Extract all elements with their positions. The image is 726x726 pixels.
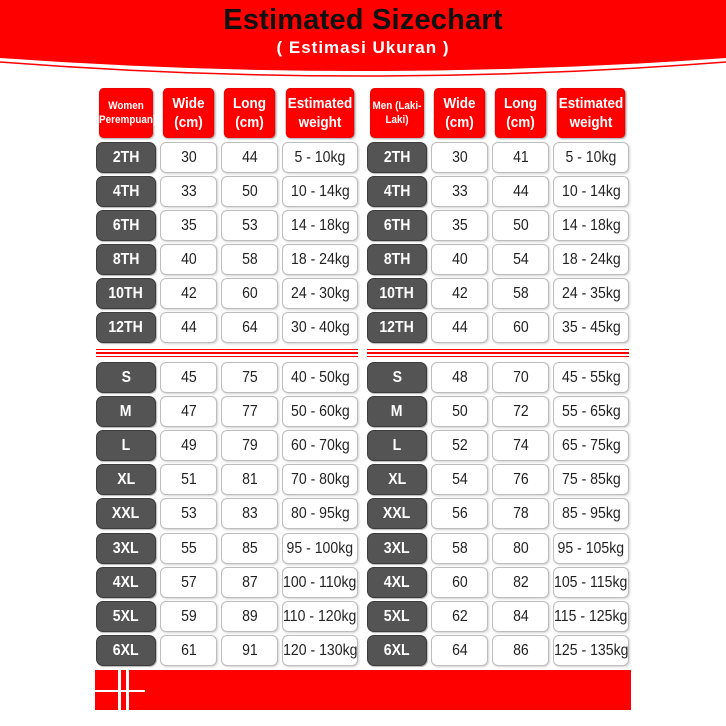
cell-text: 30 xyxy=(180,148,197,166)
men-kids-size-label xyxy=(367,278,427,309)
men-adults-long-cell xyxy=(492,464,549,495)
cell-text: 50 - 60kg xyxy=(290,402,350,420)
women-adults-wide-cell xyxy=(160,362,217,393)
women-adults-size-label xyxy=(96,362,156,393)
men-adults-long-cell xyxy=(492,362,549,393)
men-adults-wide-cell xyxy=(431,498,488,529)
women-adults-long-cell xyxy=(221,430,278,461)
cell-text: 3XL xyxy=(113,539,139,557)
cell-text: 78 xyxy=(512,504,529,522)
women-adults-size-label xyxy=(96,533,156,564)
men-adults-weight-cell xyxy=(553,601,629,632)
men-adults-wide-cell xyxy=(431,567,488,598)
women-kids-size-label xyxy=(96,244,156,275)
cell-text: 47 xyxy=(180,402,197,420)
women-adults-long-cell xyxy=(221,635,278,666)
cell-text: 100 - 110kg xyxy=(283,573,357,591)
cell-text: 83 xyxy=(241,504,258,522)
cell-text: 18 - 24kg xyxy=(290,250,350,268)
cell-text: 64 xyxy=(241,318,258,336)
men-adults-size-label xyxy=(367,601,427,632)
cell-text: 40 xyxy=(180,250,197,268)
men-kids-weight-cell xyxy=(553,278,629,309)
cell-text: 4XL xyxy=(113,573,139,591)
cell-text: 5 - 10kg xyxy=(294,148,346,166)
women-kids-long-cell xyxy=(221,176,278,207)
cell-text: 8TH xyxy=(383,250,411,268)
cell-text: 40 xyxy=(451,250,468,268)
cell-text: 70 xyxy=(512,368,529,386)
women-adults-size-label xyxy=(96,498,156,529)
women-adults-size-label xyxy=(96,430,156,461)
men-long-header: Long (cm) xyxy=(495,88,546,138)
cell-text: 91 xyxy=(241,641,258,659)
cell-text: 24 - 35kg xyxy=(561,284,621,302)
women-adults-size-label xyxy=(96,635,156,666)
cell-text: 58 xyxy=(512,284,529,302)
cell-text: 50 xyxy=(512,216,529,234)
cell-text: 42 xyxy=(180,284,197,302)
cell-text: 10TH xyxy=(108,284,144,302)
men-kids-wide-cell xyxy=(431,210,488,241)
men-adults-size-label xyxy=(367,498,427,529)
cell-text: 6TH xyxy=(383,216,411,234)
cell-text: XL xyxy=(387,470,406,488)
women-adults-weight-cell xyxy=(282,635,358,666)
cell-text: 55 - 65kg xyxy=(561,402,621,420)
women-adults-size-label xyxy=(96,601,156,632)
women-wide-header: Wide (cm) xyxy=(163,88,214,138)
women-adults-weight-cell xyxy=(282,601,358,632)
men-adults-weight-cell xyxy=(553,430,629,461)
cell-text: 2TH xyxy=(383,148,411,166)
cell-text: 62 xyxy=(451,607,468,625)
women-kids-size-label xyxy=(96,278,156,309)
cell-text: 44 xyxy=(180,318,197,336)
cell-text: 18 - 24kg xyxy=(561,250,621,268)
men-kids-weight-cell xyxy=(553,176,629,207)
women-adults-wide-cell xyxy=(160,430,217,461)
cell-text: 54 xyxy=(512,250,529,268)
cell-text: 14 - 18kg xyxy=(561,216,621,234)
men-category-header: Men (Laki-Laki) xyxy=(370,88,424,138)
women-kids-wide-cell xyxy=(160,244,217,275)
women-adults-weight-cell xyxy=(282,567,358,598)
men-weight-header: Estimated weight xyxy=(557,88,625,138)
men-adults-size-label xyxy=(367,430,427,461)
cell-text: 87 xyxy=(241,573,258,591)
cell-text: M xyxy=(391,402,403,420)
cell-text: 120 - 130kg xyxy=(282,641,358,659)
men-adults-wide-cell xyxy=(431,533,488,564)
women-kids-long-cell xyxy=(221,210,278,241)
women-adults-weight-cell xyxy=(282,533,358,564)
cell-text: 53 xyxy=(241,216,258,234)
men-kids-long-cell xyxy=(492,176,549,207)
cell-text: 45 xyxy=(180,368,197,386)
women-adults-weight-cell xyxy=(282,362,358,393)
cell-text: 44 xyxy=(512,182,529,200)
men-adults-wide-cell xyxy=(431,601,488,632)
women-kids-long-cell xyxy=(221,244,278,275)
cell-text: 6XL xyxy=(384,641,410,659)
men-adults-wide-cell xyxy=(431,430,488,461)
cell-text: 2TH xyxy=(112,148,140,166)
cell-text: 35 xyxy=(451,216,468,234)
cell-text: 40 - 50kg xyxy=(290,368,350,386)
cell-text: 35 - 45kg xyxy=(561,318,621,336)
women-adults-size-label xyxy=(96,464,156,495)
cell-text: 55 xyxy=(180,539,197,557)
cell-text: 61 xyxy=(180,641,197,659)
women-kids-weight-cell xyxy=(282,176,358,207)
cell-text: 85 - 95kg xyxy=(561,504,621,522)
cell-text: 10 - 14kg xyxy=(290,182,350,200)
cell-text: 33 xyxy=(451,182,468,200)
cell-text: 81 xyxy=(241,470,258,488)
women-adults-wide-cell xyxy=(160,464,217,495)
men-kids-weight-cell xyxy=(553,312,629,343)
women-adults-wide-cell xyxy=(160,396,217,427)
men-kids-size-label xyxy=(367,244,427,275)
men-adults-size-label xyxy=(367,567,427,598)
cell-text: 89 xyxy=(241,607,258,625)
men-kids-long-cell xyxy=(492,312,549,343)
cell-text: 85 xyxy=(241,539,258,557)
women-adults-wide-cell xyxy=(160,498,217,529)
cell-text: 5 - 10kg xyxy=(565,148,617,166)
cell-text: 79 xyxy=(241,436,258,454)
women-kids-wide-cell xyxy=(160,278,217,309)
cell-text: S xyxy=(121,368,131,386)
cell-text: 30 - 40kg xyxy=(290,318,350,336)
women-adults-long-cell xyxy=(221,567,278,598)
men-kids-size-label xyxy=(367,142,427,173)
men-adults-long-cell xyxy=(492,601,549,632)
women-kids-long-cell xyxy=(221,142,278,173)
cell-text: S xyxy=(392,368,402,386)
men-kids-long-cell xyxy=(492,142,549,173)
men-adults-wide-cell xyxy=(431,396,488,427)
men-adults-size-label xyxy=(367,362,427,393)
women-kids-weight-cell xyxy=(282,312,358,343)
cell-text: 86 xyxy=(512,641,529,659)
men-kids-long-cell xyxy=(492,210,549,241)
women-kids-size-label xyxy=(96,176,156,207)
cell-text: 125 - 135kg xyxy=(553,641,629,659)
cell-text: 48 xyxy=(451,368,468,386)
cell-text: 6XL xyxy=(113,641,139,659)
cell-text: 57 xyxy=(180,573,197,591)
men-wide-header: Wide (cm) xyxy=(434,88,485,138)
men-adults-size-label xyxy=(367,533,427,564)
men-kids-wide-cell xyxy=(431,176,488,207)
cell-text: 4XL xyxy=(384,573,410,591)
women-category-header: Women (Perempuan) xyxy=(99,88,153,138)
women-kids-weight-cell xyxy=(282,244,358,275)
women-kids-size-label xyxy=(96,142,156,173)
men-adults-size-label xyxy=(367,396,427,427)
cell-text: L xyxy=(392,436,402,454)
men-adults-long-cell xyxy=(492,567,549,598)
women-adults-long-cell xyxy=(221,396,278,427)
cell-text: 64 xyxy=(451,641,468,659)
women-kids-weight-cell xyxy=(282,210,358,241)
men-adults-weight-cell xyxy=(553,567,629,598)
cell-text: 8TH xyxy=(112,250,140,268)
cell-text: 5XL xyxy=(384,607,410,625)
men-adults-long-cell xyxy=(492,396,549,427)
men-adults-long-cell xyxy=(492,533,549,564)
cell-text: 76 xyxy=(512,470,529,488)
cell-text: 50 xyxy=(241,182,258,200)
women-kids-weight-cell xyxy=(282,142,358,173)
men-adults-wide-cell xyxy=(431,362,488,393)
cell-text: 30 xyxy=(451,148,468,166)
men-kids-wide-cell xyxy=(431,142,488,173)
cell-text: 52 xyxy=(451,436,468,454)
cell-text: 44 xyxy=(241,148,258,166)
men-kids-long-cell xyxy=(492,278,549,309)
cell-text: 60 xyxy=(241,284,258,302)
cell-text: 110 - 120kg xyxy=(283,607,357,625)
women-long-header: Long (cm) xyxy=(224,88,275,138)
cell-text: 70 - 80kg xyxy=(290,470,350,488)
women-adults-weight-cell xyxy=(282,498,358,529)
women-kids-size-label xyxy=(96,210,156,241)
women-kids-weight-cell xyxy=(282,278,358,309)
cell-text: 80 - 95kg xyxy=(290,504,350,522)
women-adults-long-cell xyxy=(221,464,278,495)
cell-text: XXL xyxy=(383,504,411,522)
cell-text: 74 xyxy=(512,436,529,454)
cell-text: 53 xyxy=(180,504,197,522)
men-adults-weight-cell xyxy=(553,396,629,427)
cell-text: 10TH xyxy=(379,284,415,302)
men-adults-wide-cell xyxy=(431,635,488,666)
men-adults-weight-cell xyxy=(553,498,629,529)
cell-text: 58 xyxy=(241,250,258,268)
cell-text: 72 xyxy=(512,402,529,420)
cell-text: 5XL xyxy=(113,607,139,625)
cell-text: 75 xyxy=(241,368,258,386)
cell-text: 54 xyxy=(451,470,468,488)
cell-text: 60 - 70kg xyxy=(290,436,350,454)
cell-text: 56 xyxy=(451,504,468,522)
cell-text: 95 - 105kg xyxy=(557,539,625,557)
cell-text: 105 - 115kg xyxy=(554,573,628,591)
section-divider-men xyxy=(367,349,629,357)
men-adults-long-cell xyxy=(492,635,549,666)
women-kids-wide-cell xyxy=(160,210,217,241)
women-kids-long-cell xyxy=(221,312,278,343)
cell-text: 51 xyxy=(180,470,197,488)
cell-text: 58 xyxy=(451,539,468,557)
footer-stripes xyxy=(0,670,726,710)
cell-text: 44 xyxy=(451,318,468,336)
women-adults-size-label xyxy=(96,567,156,598)
men-adults-weight-cell xyxy=(553,362,629,393)
women-kids-wide-cell xyxy=(160,176,217,207)
cell-text: 80 xyxy=(512,539,529,557)
women-kids-wide-cell xyxy=(160,312,217,343)
men-kids-long-cell xyxy=(492,244,549,275)
cell-text: XXL xyxy=(112,504,140,522)
footer-band xyxy=(0,670,726,710)
cell-text: 41 xyxy=(512,148,529,166)
cell-text: 14 - 18kg xyxy=(290,216,350,234)
cell-text: L xyxy=(121,436,131,454)
men-adults-weight-cell xyxy=(553,464,629,495)
men-adults-wide-cell xyxy=(431,464,488,495)
women-weight-header: Estimated weight xyxy=(286,88,354,138)
cell-text: 50 xyxy=(451,402,468,420)
cell-text: 42 xyxy=(451,284,468,302)
cell-text: 6TH xyxy=(112,216,140,234)
cell-text: 24 - 30kg xyxy=(290,284,350,302)
cell-text: 77 xyxy=(241,402,258,420)
page-subtitle: ( Estimasi Ukuran ) xyxy=(276,38,450,57)
men-kids-weight-cell xyxy=(553,244,629,275)
cell-text: 60 xyxy=(451,573,468,591)
cell-text: 35 xyxy=(180,216,197,234)
men-adults-long-cell xyxy=(492,430,549,461)
men-adults-size-label xyxy=(367,464,427,495)
men-adults-long-cell xyxy=(492,498,549,529)
page-title: Estimated Sizechart xyxy=(223,4,503,36)
women-adults-size-label xyxy=(96,396,156,427)
women-kids-long-cell xyxy=(221,278,278,309)
cell-text: M xyxy=(120,402,132,420)
men-kids-size-label xyxy=(367,312,427,343)
women-adults-wide-cell xyxy=(160,635,217,666)
women-adults-wide-cell xyxy=(160,567,217,598)
cell-text: 33 xyxy=(180,182,197,200)
men-kids-wide-cell xyxy=(431,278,488,309)
women-adults-long-cell xyxy=(221,601,278,632)
cell-text: 65 - 75kg xyxy=(561,436,621,454)
women-adults-weight-cell xyxy=(282,430,358,461)
cell-text: 49 xyxy=(180,436,197,454)
men-adults-weight-cell xyxy=(553,635,629,666)
women-adults-long-cell xyxy=(221,533,278,564)
cell-text: 4TH xyxy=(383,182,411,200)
cell-text: 10 - 14kg xyxy=(561,182,621,200)
women-kids-wide-cell xyxy=(160,142,217,173)
men-kids-size-label xyxy=(367,210,427,241)
cell-text: 84 xyxy=(512,607,529,625)
cell-text: 60 xyxy=(512,318,529,336)
men-kids-weight-cell xyxy=(553,142,629,173)
women-adults-wide-cell xyxy=(160,601,217,632)
women-adults-long-cell xyxy=(221,498,278,529)
women-kids-size-label xyxy=(96,312,156,343)
cell-text: 12TH xyxy=(108,318,144,336)
cell-text: 82 xyxy=(512,573,529,591)
cell-text: 12TH xyxy=(379,318,415,336)
men-adults-weight-cell xyxy=(553,533,629,564)
cell-text: 3XL xyxy=(384,539,410,557)
women-adults-weight-cell xyxy=(282,396,358,427)
men-kids-wide-cell xyxy=(431,244,488,275)
women-adults-weight-cell xyxy=(282,464,358,495)
men-adults-size-label xyxy=(367,635,427,666)
men-kids-size-label xyxy=(367,176,427,207)
men-kids-wide-cell xyxy=(431,312,488,343)
women-adults-wide-cell xyxy=(160,533,217,564)
cell-text: 115 - 125kg xyxy=(554,607,628,625)
men-kids-weight-cell xyxy=(553,210,629,241)
cell-text: 59 xyxy=(180,607,197,625)
cell-text: 45 - 55kg xyxy=(561,368,621,386)
cell-text: 4TH xyxy=(112,182,140,200)
cell-text: 75 - 85kg xyxy=(561,470,621,488)
section-divider-women xyxy=(96,349,358,357)
women-adults-long-cell xyxy=(221,362,278,393)
cell-text: 95 - 100kg xyxy=(286,539,354,557)
cell-text: XL xyxy=(116,470,135,488)
